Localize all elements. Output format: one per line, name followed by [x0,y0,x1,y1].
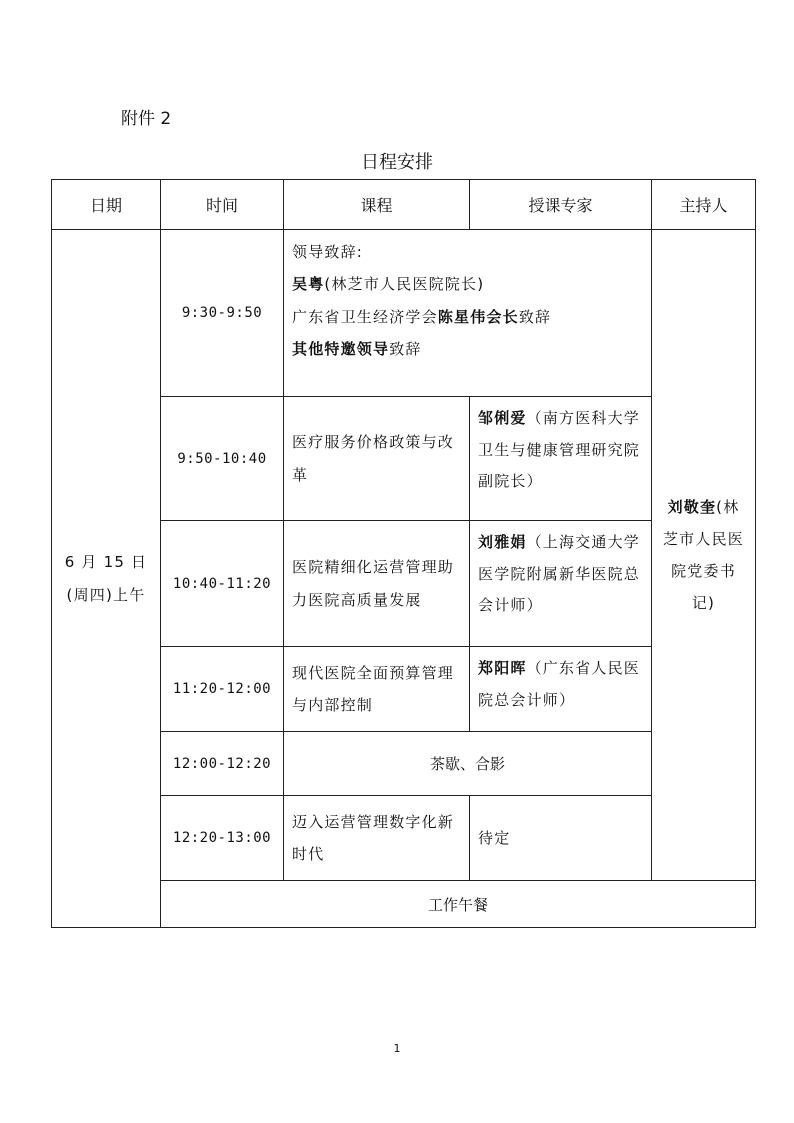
header-date: 日期 [52,180,161,230]
schedule-table [51,179,756,928]
header-course: 课程 [284,180,470,230]
speaker-action: 致辞 [389,339,422,358]
time-cell: 12:00-12:20 [161,732,284,796]
date-line-1: 6 月 15 日 [64,553,148,572]
page-number: 1 [393,1042,401,1055]
page-title: 日程安排 [361,152,433,173]
speaker-org: 广东省卫生经济学会 [292,307,438,326]
expert-cell [470,521,652,647]
expert-cell [470,397,652,521]
expert-cell: 待定 [470,796,652,881]
course-cell: 茶歇、合影 [284,732,652,796]
table-row [52,230,756,397]
header-time: 时间 [161,180,284,230]
course-cell: 医疗服务价格政策与改革 [284,397,470,521]
speaker-line-3 [292,333,643,365]
speaker-line-2 [292,301,643,333]
date-line-2: (周四)上午 [66,585,146,604]
host-cell [652,230,756,881]
lunch-cell: 工作午餐 [161,881,756,928]
course-cell: 现代医院全面预算管理与内部控制 [284,647,470,732]
annex-label: 附件 2 [121,109,172,129]
speaker-name: 其他特邀领导 [292,339,390,358]
table-header-row [52,180,756,230]
expert-title: （南方医科大学卫生与健康管理研究院副院长） [478,409,641,490]
date-cell [52,230,161,928]
host-name: 刘敬奎 [667,497,717,516]
expert-title: （上海交通大学医学院附属新华医院总会计师） [478,533,641,614]
time-cell: 9:30-9:50 [161,230,284,397]
speaker-title: (林芝市人民医院院长) [324,275,485,294]
time-cell: 12:20-13:00 [161,796,284,881]
expert-name: 郑阳晖 [478,659,527,677]
time-cell: 9:50-10:40 [161,397,284,521]
time-cell: 11:20-12:00 [161,647,284,732]
opening-intro: 领导致辞: [292,243,364,261]
expert-name: 刘雅娟 [478,533,527,551]
header-expert: 授课专家 [470,180,652,230]
expert-title: （广东省人民医院总会计师） [478,659,641,709]
opening-remarks-cell [284,230,652,397]
speaker-name: 吴粤 [292,275,325,294]
speaker-name: 陈星伟会长 [437,307,519,326]
expert-cell [470,647,652,732]
host-title: (林芝市人民医院党委书记) [662,497,744,613]
header-host: 主持人 [652,180,756,230]
expert-name: 邹俐爱 [478,409,527,427]
speaker-line-1 [292,268,643,300]
speaker-action: 致辞 [518,307,552,326]
course-cell: 医院精细化运营管理助力医院高质量发展 [284,521,470,647]
course-cell: 迈入运营管理数字化新时代 [284,796,470,881]
time-cell: 10:40-11:20 [161,521,284,647]
